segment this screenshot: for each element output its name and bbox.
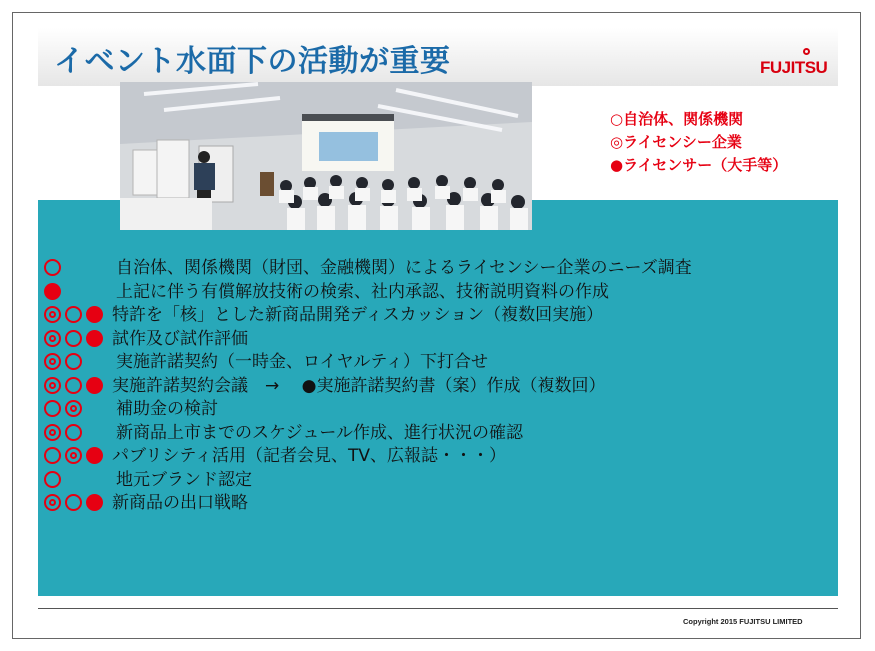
open-circle-icon — [65, 494, 82, 511]
open-circle-icon — [65, 353, 82, 370]
copyright-text: Copyright 2015 FUJITSU LIMITED — [683, 617, 803, 626]
legend-item-municipality — [610, 108, 787, 131]
activity-markers — [44, 447, 114, 465]
double-circle-icon — [65, 447, 82, 464]
open-circle-icon — [65, 330, 82, 347]
open-circle-icon — [44, 259, 61, 276]
legend-item-licensee — [610, 131, 787, 154]
activity-row — [44, 491, 834, 515]
legend-label: ライセンサー（大手等） — [623, 156, 788, 174]
activity-row — [44, 350, 834, 374]
filled-circle-icon — [86, 377, 103, 394]
activity-text: 地元ブランド認定 — [116, 469, 252, 490]
legend-item-licensor — [610, 154, 787, 177]
legend-open-circle-icon: ○ — [610, 110, 624, 128]
open-circle-icon — [44, 447, 61, 464]
activity-text: 実施許諾契約会議 → ●実施許諾契約書（案）作成（複数回） — [112, 375, 606, 396]
legend — [610, 108, 787, 177]
filled-circle-icon — [86, 306, 103, 323]
activity-markers — [44, 306, 114, 324]
activity-text: 試作及び試作評価 — [112, 328, 248, 349]
activity-text: 補助金の検討 — [116, 399, 218, 419]
open-circle-icon — [44, 400, 61, 417]
activity-list — [44, 256, 834, 515]
activity-row — [44, 280, 834, 304]
activity-markers — [44, 424, 114, 442]
legend-filled-circle-icon: ● — [610, 156, 624, 174]
double-circle-icon — [44, 330, 61, 347]
activity-row — [44, 421, 834, 445]
activity-markers — [44, 377, 114, 395]
activity-row — [44, 397, 834, 421]
legend-double-circle-icon: ◎ — [610, 133, 624, 151]
legend-label: 自治体、関係機関 — [623, 110, 744, 128]
activity-markers — [44, 353, 114, 371]
double-circle-icon — [44, 306, 61, 323]
seminar-photo — [120, 82, 532, 230]
filled-circle-icon — [86, 330, 103, 347]
open-circle-icon — [65, 424, 82, 441]
double-circle-icon — [44, 494, 61, 511]
activity-text: 上記に伴う有償解放技術の検索、社内承認、技術説明資料の作成 — [116, 281, 609, 302]
activity-markers — [44, 494, 114, 512]
activity-row — [44, 256, 834, 280]
double-circle-icon — [44, 424, 61, 441]
logo-text: FUJITSU — [760, 58, 828, 77]
activity-text: 新商品上市までのスケジュール作成、進行状況の確認 — [116, 422, 523, 443]
footer-divider — [38, 608, 838, 609]
activity-markers — [44, 283, 114, 301]
open-circle-icon — [44, 471, 61, 488]
activity-markers — [44, 400, 114, 418]
activity-text: パブリシティ活用（記者会見、TV、広報誌・・・） — [112, 446, 506, 466]
double-circle-icon — [44, 353, 61, 370]
activity-text: 新商品の出口戦略 — [112, 493, 248, 513]
activity-markers — [44, 330, 114, 348]
activity-markers — [44, 471, 114, 489]
activity-row — [44, 374, 834, 398]
filled-circle-icon — [86, 447, 103, 464]
fujitsu-logo — [760, 48, 830, 76]
logo-ring-icon — [803, 48, 810, 55]
activity-text: 自治体、関係機関（財団、金融機関）によるライセンシー企業のニーズ調査 — [116, 258, 692, 278]
filled-circle-icon — [86, 494, 103, 511]
activity-row — [44, 327, 834, 351]
seminar-photo-graphic — [120, 82, 532, 230]
activity-text: 特許を「核」とした新商品開発ディスカッション（複数回実施） — [112, 305, 604, 325]
double-circle-icon — [65, 400, 82, 417]
activity-row — [44, 303, 834, 327]
open-circle-icon — [65, 377, 82, 394]
open-circle-icon — [65, 306, 82, 323]
activity-row — [44, 444, 834, 468]
activity-text: 実施許諾契約（一時金、ロイヤルティ）下打合せ — [116, 352, 488, 372]
activity-markers — [44, 259, 114, 277]
legend-label: ライセンシー企業 — [623, 133, 742, 151]
filled-circle-icon — [44, 283, 61, 300]
activity-row — [44, 468, 834, 492]
slide-title: イベント水面下の活動が重要 — [54, 44, 451, 79]
double-circle-icon — [44, 377, 61, 394]
